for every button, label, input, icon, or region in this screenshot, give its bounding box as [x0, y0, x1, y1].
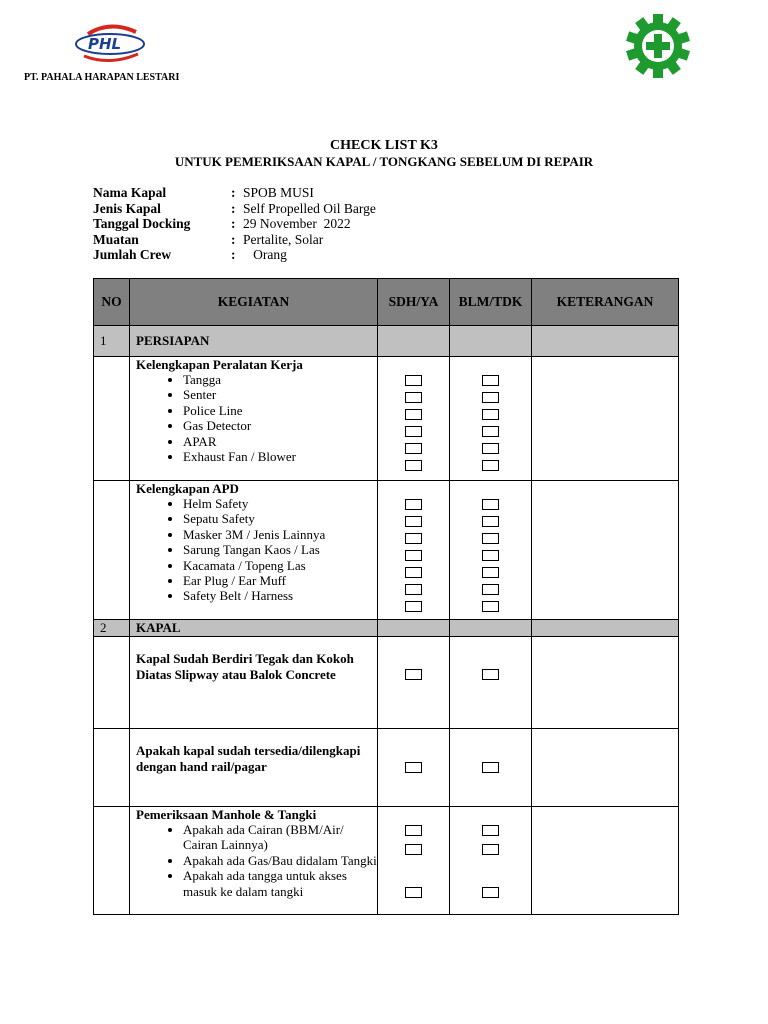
- blm-checkbox[interactable]: [482, 887, 499, 898]
- info-colon: :: [231, 185, 236, 200]
- document-title: CHECK LIST K3: [330, 138, 438, 153]
- no-cell: [94, 729, 130, 807]
- item-list: [130, 372, 377, 464]
- info-label: Tanggal Docking: [93, 216, 191, 231]
- header-no: NO: [94, 279, 130, 326]
- section-title: KAPAL: [130, 620, 378, 637]
- table-row-peralatan-kerja: [94, 357, 679, 481]
- list-item: • Apakah ada tangga untuk akses masuk ke dalam tangki: [183, 868, 377, 899]
- info-label: Nama Kapal: [93, 185, 167, 200]
- section-empty-cell: [378, 326, 450, 357]
- kegiatan-cell: [130, 729, 378, 807]
- list-item: • Safety Belt / Harness: [183, 588, 377, 603]
- blm-checkbox[interactable]: [482, 460, 499, 471]
- sdh-checkbox[interactable]: [405, 426, 422, 437]
- blm-checkbox[interactable]: [482, 533, 499, 544]
- list-item: • Sarung Tangan Kaos / Las: [183, 542, 377, 557]
- list-item: • Helm Safety: [183, 496, 377, 511]
- list-item: • Police Line: [183, 403, 377, 418]
- sdh-checkbox[interactable]: [405, 887, 422, 898]
- blm-checkbox[interactable]: [482, 762, 499, 773]
- info-colon: :: [231, 216, 236, 231]
- keterangan-cell[interactable]: [532, 481, 679, 620]
- question-text: Kapal Sudah Berdiri Tegak dan Kokoh Diatas Slipway atau Balok Concrete: [136, 651, 354, 682]
- blm-checkbox[interactable]: [482, 409, 499, 420]
- table-row-q2: [94, 729, 679, 807]
- blm-cell: [450, 637, 532, 729]
- list-item: • Senter: [183, 387, 377, 402]
- k3-safety-icon: [624, 14, 692, 78]
- sdh-cell: [378, 637, 450, 729]
- info-label: Jenis Kapal: [93, 200, 161, 216]
- blm-checkbox[interactable]: [482, 584, 499, 595]
- list-item: • Gas Detector: [183, 418, 377, 433]
- sdh-cell: [378, 729, 450, 807]
- info-colon: :: [231, 231, 236, 247]
- phl-logo-text: PHL: [88, 35, 122, 53]
- info-row-jenis-kapal: [93, 201, 376, 217]
- blm-checkbox[interactable]: [482, 392, 499, 403]
- keterangan-cell[interactable]: [532, 729, 679, 807]
- info-label: Jumlah Crew: [93, 247, 172, 262]
- kegiatan-cell: [130, 357, 378, 481]
- section-row-kapal: [94, 620, 679, 637]
- sdh-checkbox[interactable]: [405, 601, 422, 612]
- section-empty-cell: [450, 326, 532, 357]
- sdh-checkbox[interactable]: [405, 409, 422, 420]
- kegiatan-cell: [130, 807, 378, 915]
- blm-checkbox[interactable]: [482, 375, 499, 386]
- list-item: • Exhaust Fan / Blower: [183, 449, 377, 464]
- sdh-checkbox[interactable]: [405, 516, 422, 527]
- sdh-checkbox[interactable]: [405, 375, 422, 386]
- no-cell: [94, 481, 130, 620]
- blm-checkbox[interactable]: [482, 516, 499, 527]
- header-blm: BLM/TDK: [450, 279, 532, 326]
- blm-cell: [450, 807, 532, 915]
- info-value: Orang: [243, 247, 287, 262]
- blm-checkbox[interactable]: [482, 844, 499, 855]
- blm-checkbox[interactable]: [482, 443, 499, 454]
- item-list: [130, 496, 377, 604]
- sdh-checkbox[interactable]: [405, 567, 422, 578]
- info-row-nama-kapal: [93, 185, 376, 201]
- sdh-checkbox[interactable]: [405, 392, 422, 403]
- blm-checkbox[interactable]: [482, 825, 499, 836]
- keterangan-cell[interactable]: [532, 637, 679, 729]
- info-value: Pertalite, Solar: [243, 231, 324, 247]
- info-label: Muatan: [93, 231, 139, 247]
- item-list: [130, 822, 377, 899]
- blm-cell: [450, 481, 532, 620]
- no-cell: [94, 637, 130, 729]
- sdh-checkbox[interactable]: [405, 584, 422, 595]
- section-row-persiapan: [94, 326, 679, 357]
- section-empty-cell: [532, 326, 679, 357]
- blm-checkbox[interactable]: [482, 567, 499, 578]
- blm-checkbox[interactable]: [482, 426, 499, 437]
- kegiatan-cell: [130, 637, 378, 729]
- list-item: • APAR: [183, 434, 377, 449]
- sdh-checkbox[interactable]: [405, 825, 422, 836]
- sdh-checkbox[interactable]: [405, 550, 422, 561]
- group-title: Pemeriksaan Manhole & Tangki: [136, 807, 317, 822]
- checklist-table: [93, 278, 679, 915]
- sdh-checkbox[interactable]: [405, 499, 422, 510]
- list-item: • Apakah ada Gas/Bau didalam Tangki: [183, 853, 377, 868]
- list-item: • Kacamata / Topeng Las: [183, 558, 377, 573]
- section-empty-cell: [378, 620, 450, 637]
- list-item: • Ear Plug / Ear Muff: [183, 573, 377, 588]
- sdh-checkbox[interactable]: [405, 460, 422, 471]
- list-item: • Masker 3M / Jenis Lainnya: [183, 527, 377, 542]
- sdh-checkbox[interactable]: [405, 533, 422, 544]
- phl-logo: [74, 22, 146, 66]
- info-value: Self Propelled Oil Barge: [243, 200, 376, 216]
- sdh-cell: [378, 357, 450, 481]
- section-number: 1: [94, 326, 130, 357]
- section-empty-cell: [532, 620, 679, 637]
- vessel-info: [93, 185, 376, 263]
- list-item: • Apakah ada Cairan (BBM/Air/ Cairan Lainnya): [183, 822, 377, 853]
- question-text: Apakah kapal sudah tersedia/dilengkapi dengan hand rail/pagar: [136, 743, 361, 774]
- sdh-checkbox[interactable]: [405, 762, 422, 773]
- blm-checkbox[interactable]: [482, 601, 499, 612]
- header-kegiatan: KEGIATAN: [130, 279, 378, 326]
- keterangan-cell[interactable]: [532, 807, 679, 915]
- section-number: 2: [94, 620, 130, 637]
- info-row-tanggal-docking: [93, 216, 376, 232]
- document-subtitle: UNTUK PEMERIKSAAN KAPAL / TONGKANG SEBELUM DI REPAIR: [174, 154, 594, 169]
- keterangan-cell[interactable]: [532, 357, 679, 481]
- group-title: Kelengkapan APD: [136, 481, 239, 496]
- sdh-checkbox[interactable]: [405, 844, 422, 855]
- info-value: SPOB MUSI: [243, 185, 314, 200]
- table-row-q1: [94, 637, 679, 729]
- table-row-apd: [94, 481, 679, 620]
- kegiatan-cell: [130, 481, 378, 620]
- sdh-cell: [378, 481, 450, 620]
- info-row-muatan: [93, 232, 376, 248]
- header-sdh: SDH/YA: [378, 279, 450, 326]
- table-header-row: [94, 279, 679, 326]
- sdh-checkbox[interactable]: [405, 443, 422, 454]
- info-colon: :: [231, 200, 236, 216]
- group-title: Kelengkapan Peralatan Kerja: [136, 357, 303, 372]
- blm-checkbox[interactable]: [482, 669, 499, 680]
- no-cell: [94, 807, 130, 915]
- section-title: PERSIAPAN: [130, 326, 378, 357]
- sdh-cell: [378, 807, 450, 915]
- blm-checkbox[interactable]: [482, 550, 499, 561]
- no-cell: [94, 357, 130, 481]
- section-empty-cell: [450, 620, 532, 637]
- sdh-checkbox[interactable]: [405, 669, 422, 680]
- list-item: • Tangga: [183, 372, 377, 387]
- company-name: PT. PAHALA HARAPAN LESTARI: [24, 72, 180, 83]
- blm-cell: [450, 729, 532, 807]
- info-colon: :: [231, 247, 236, 262]
- header-keterangan: KETERANGAN: [532, 279, 679, 326]
- info-value: 29 November 2022: [243, 216, 351, 231]
- table-row-manhole: [94, 807, 679, 915]
- info-row-jumlah-crew: [93, 247, 376, 263]
- blm-cell: [450, 357, 532, 481]
- blm-checkbox[interactable]: [482, 499, 499, 510]
- list-item: • Sepatu Safety: [183, 511, 377, 526]
